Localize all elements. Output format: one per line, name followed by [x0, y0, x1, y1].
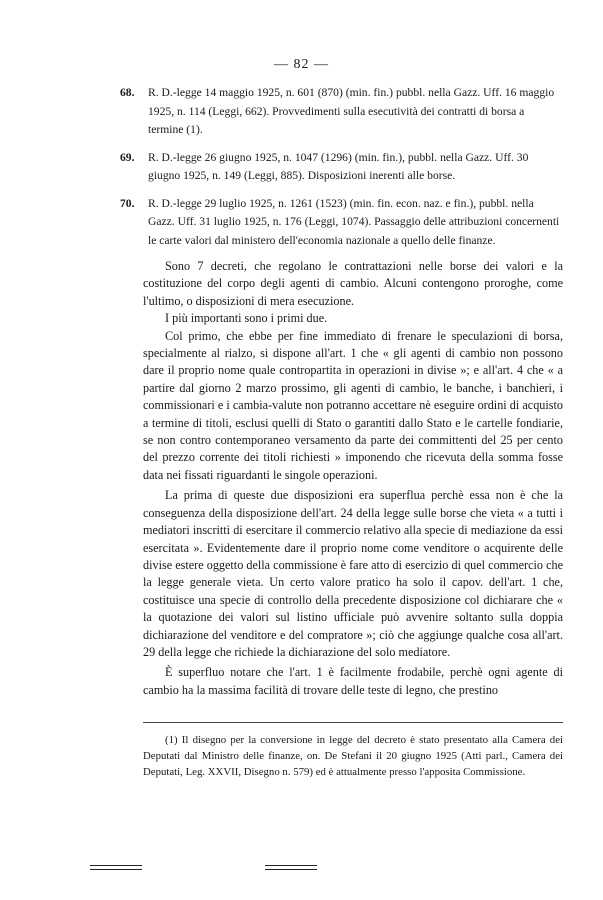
paragraph: Col primo, che ebbe per fine immediato di frenare le speculazioni di borsa, specialmente al rialzo, si dispone all'art. 1 che « gli agenti di cambio non possono dare il proprio nome quale contropartita in operazioni in divise »; e all'art. 4 che « a partire dal giorno 2 marzo prossimo, gli agenti di cambio, le banche, i banchieri, i commissionari e i cambia-valute non potranno accettare nè eseguire ordini di acquisto a termine di titoli, esclusi quelli di Stato o garantiti dallo Stato e le cartelle fondiarie, se non contro contemporaneo versamento da parte dei committenti del 25 per cento del prezzo corrente dei titoli richiesti » imponendo che ricevuta della somma fosse data nei fissati riguardanti le singole operazioni.: [143, 328, 563, 482]
paragraph: La prima di queste due disposizioni era superflua perchè essa non è che la conseguenza della disposizione dell'art. 24 della legge sulle borse che vieta « a tutti i mediatori inscritti di esercitare il commercio relativo alla specie di mediazione da essi esercitata ». Evidentemente dare il proprio nome come venditore o acquirente delle divise estere oggetto della commissione è fare atto di esercizio di quel commercio che la legge generale vieta. Un certo valore pratico ha solo il capov. dell'art. 1 che, costituisce una specie di controllo della precedente disposizione col dichiarare che « la quotazione dei valori sul listino ufficiale può avvenire soltanto sulla doppia dichiarazione del venditore e del compratore »; ciò che aggiunge qualche cosa all'art. 29 della legge che richiede la dichiarazione del solo mediatore.: [143, 488, 563, 659]
decree-entry-70: [120, 195, 560, 251]
entry-number: 68.: [120, 86, 135, 99]
entry-number: 69.: [120, 150, 135, 164]
footnote-divider: [143, 722, 563, 723]
bottom-rule: [90, 869, 142, 870]
bottom-rule: [265, 865, 317, 866]
bottom-rule: [265, 869, 317, 870]
entry-text: R. D.-legge 14 maggio 1925, n. 601 (870) (min. fin.) pubbl. nella Gazz. Uff. 16 maggio 1925, n. 114 (Leggi, 662). Provvedimenti sulla esecutività dei contratti di borsa a termine (1).: [148, 86, 555, 136]
paragraph: I più importanti sono i primi due.: [165, 311, 328, 326]
entry-number: 70.: [120, 196, 135, 210]
decree-list: [120, 84, 560, 259]
page-number: — 82 —: [274, 57, 329, 72]
entry-text: R. D.-legge 26 giugno 1925, n. 1047 (1296) (min. fin.), pubbl. nella Gazz. Uff. 30 giugno 1925, n. 149 (Leggi, 885). Disposizioni inerenti alle borse.: [148, 150, 529, 182]
decree-entry-69: [120, 149, 560, 186]
paragraph: Sono 7 decreti, che regolano le contrattazioni nelle borse dei valori e la costituzione del corpo degli agenti di cambio. Alcuni contengono proroghe, come l'ultimo, o disposizioni di mera esecuzione.: [143, 259, 563, 308]
paragraph: È superfluo notare che l'art. 1 è facilmente frodabile, perchè ogni agente di cambio ha la massima facilità di trovare delle teste di legno, che prestino: [143, 665, 563, 697]
entry-text: R. D.-legge 29 luglio 1925, n. 1261 (1523) (min. fin. econ. naz. e fin.), pubbl. nella Gazz. Uff. 31 luglio 1925, n. 176 (Leggi, 1074). Passaggio delle attribuzioni concernenti le carte valori dal ministero dell'economia nazionale a quello delle finanze.: [148, 196, 560, 247]
body-text: [143, 258, 563, 699]
bottom-rule: [90, 865, 142, 866]
footnote: (1) Il disegno per la conversione in legge del decreto è stato presentato alla Camera dei Deputati dal Ministro delle finanze, on. De Stefani il 20 giugno 1925 (Atti parl., Camera dei Deputati, Leg. XXVII, Disegno n. 579) ed è attualmente presso l'apposita Commissione.: [143, 734, 563, 778]
decree-entry-68: [120, 84, 560, 140]
